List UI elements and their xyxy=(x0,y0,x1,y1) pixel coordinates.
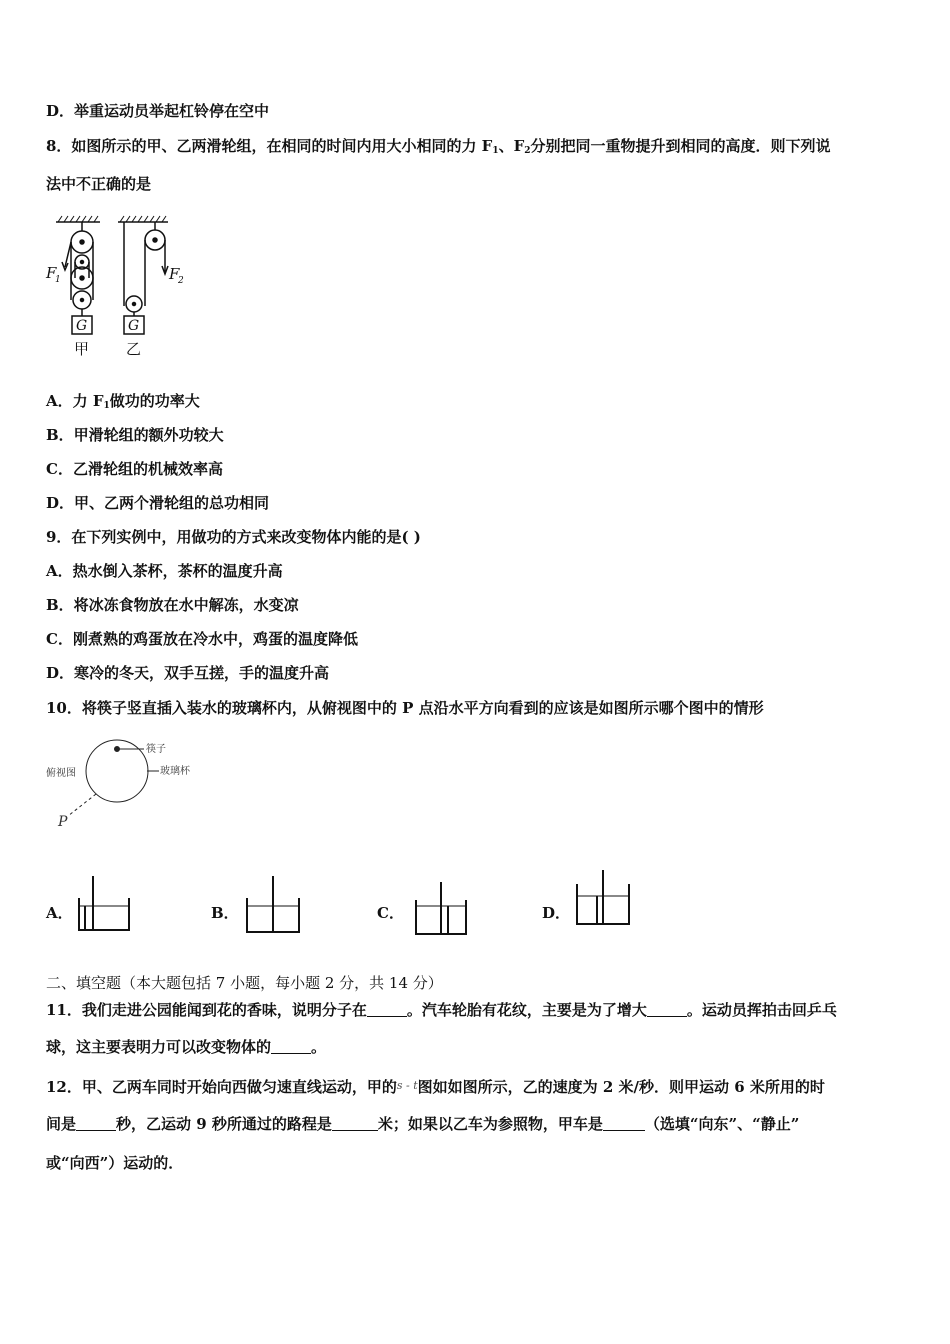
q8-sub1: 1 xyxy=(492,146,499,156)
q12-line2 xyxy=(46,1114,799,1134)
label-f1-sub: 1 xyxy=(55,275,61,285)
q11-part5: 。 xyxy=(311,1038,327,1056)
q12-blank1[interactable] xyxy=(76,1116,116,1131)
label-f2-sub: 2 xyxy=(178,276,184,286)
q11-blank1[interactable] xyxy=(367,1002,407,1017)
q8-stem-line2: 法中不正确的是 xyxy=(46,175,152,193)
q11-part4: 球，这主要表明力可以改变物体的 xyxy=(46,1038,272,1056)
section2-heading: 二、填空题（本大题包括 7 小题，每小题 2 分，共 14 分） xyxy=(46,974,443,992)
q11-part2: 。汽车轮胎有花纹，主要是为了增大 xyxy=(406,1001,647,1019)
q12-part4: 秒，乙运动 9 秒所通过的路程是 xyxy=(116,1115,332,1133)
q12-st-label: s - t xyxy=(396,1079,418,1092)
q8-option-d: D．甲、乙两个滑轮组的总功相同 xyxy=(46,494,270,512)
q9-option-a: A．热水倒入茶杯，茶杯的温度升高 xyxy=(46,562,283,580)
q11-part3: 。运动员挥拍击回乒乓 xyxy=(686,1001,837,1019)
q8-option-a-sub: 1 xyxy=(103,401,110,411)
label-f1: F xyxy=(46,264,57,282)
label-glass: 玻璃杯 xyxy=(160,766,190,777)
weight-a-label: G xyxy=(76,318,88,334)
q8-stem-part3: 分别把同一重物提升到相同的高度．则下列说 xyxy=(530,137,831,155)
label-chopstick: 筷子 xyxy=(146,744,166,755)
q8-stem-line1 xyxy=(46,136,831,161)
q12-line1 xyxy=(46,1076,825,1097)
q10-option-c-label: C． xyxy=(377,904,404,922)
q11-line1 xyxy=(46,1000,837,1020)
pulley-diagram xyxy=(44,212,194,362)
weight-b-label: G xyxy=(128,318,140,334)
q10-option-d-figure xyxy=(571,868,637,940)
q8-option-a xyxy=(46,391,200,416)
q9-option-c: C．刚煮熟的鸡蛋放在冷水中，鸡蛋的温度降低 xyxy=(46,630,358,648)
q10-option-b-figure xyxy=(241,868,307,940)
top-view-diagram xyxy=(44,734,204,834)
q12-part3: 间是 xyxy=(46,1115,77,1133)
q8-option-b: B．甲滑轮组的额外功较大 xyxy=(46,426,224,444)
q10-option-a-figure xyxy=(74,868,134,940)
caption-jia: 甲 xyxy=(74,340,90,358)
q10-option-c-figure xyxy=(408,868,474,940)
q10-option-a-label: A． xyxy=(46,904,73,922)
label-p: P xyxy=(58,814,68,830)
q10-option-d-label: D． xyxy=(542,904,571,922)
q12-part1: 12．甲、乙两车同时开始向西做匀速直线运动，甲的 xyxy=(46,1078,397,1096)
q11-line2 xyxy=(46,1037,326,1057)
q11-blank2[interactable] xyxy=(647,1002,687,1017)
q9-option-b: B．将冰冻食物放在水中解冻，水变凉 xyxy=(46,596,299,614)
q8-stem-part2: 、F xyxy=(498,137,525,155)
q8-sub2: 2 xyxy=(524,146,531,156)
q11-part1: 11．我们走进公园能闻到花的香味，说明分子在 xyxy=(46,1001,367,1019)
q8-option-c: C．乙滑轮组的机械效率高 xyxy=(46,460,223,478)
chopstick-dot xyxy=(115,747,120,752)
label-top-view: 俯视图 xyxy=(46,768,76,779)
q12-line3: 或“向西”）运动的． xyxy=(46,1154,184,1172)
q8-option-a-post: 做功的功率大 xyxy=(109,392,200,410)
label-f2: F xyxy=(169,265,180,283)
q12-blank2[interactable] xyxy=(332,1116,378,1131)
q9-stem: 9．在下列实例中，用做功的方式来改变物体内能的是( ) xyxy=(46,528,421,546)
q10-stem: 10．将筷子竖直插入装水的玻璃杯内，从俯视图中的 P 点沿水平方向看到的应该是如图所示哪个图中的情形 xyxy=(46,699,764,717)
q7-option-d: D．举重运动员举起杠铃停在空中 xyxy=(46,102,270,120)
q12-blank3[interactable] xyxy=(603,1116,645,1131)
q12-part5: 米；如果以乙车为参照物，甲车是 xyxy=(377,1115,603,1133)
q12-part2: 图如如图所示，乙的速度为 2 米/秒．则甲运动 6 米所用的时 xyxy=(417,1078,825,1096)
q8-option-a-pre: A．力 F xyxy=(46,392,104,410)
q11-blank3[interactable] xyxy=(271,1039,311,1054)
q9-option-d: D．寒冷的冬天，双手互搓，手的温度升高 xyxy=(46,664,330,682)
q12-part6: （选填“向东”、“静止” xyxy=(644,1115,800,1133)
q10-option-b-label: B． xyxy=(211,904,239,922)
q8-stem-part1: 8．如图所示的甲、乙两滑轮组，在相同的时间内用大小相同的力 F xyxy=(46,137,493,155)
caption-yi: 乙 xyxy=(126,340,142,358)
